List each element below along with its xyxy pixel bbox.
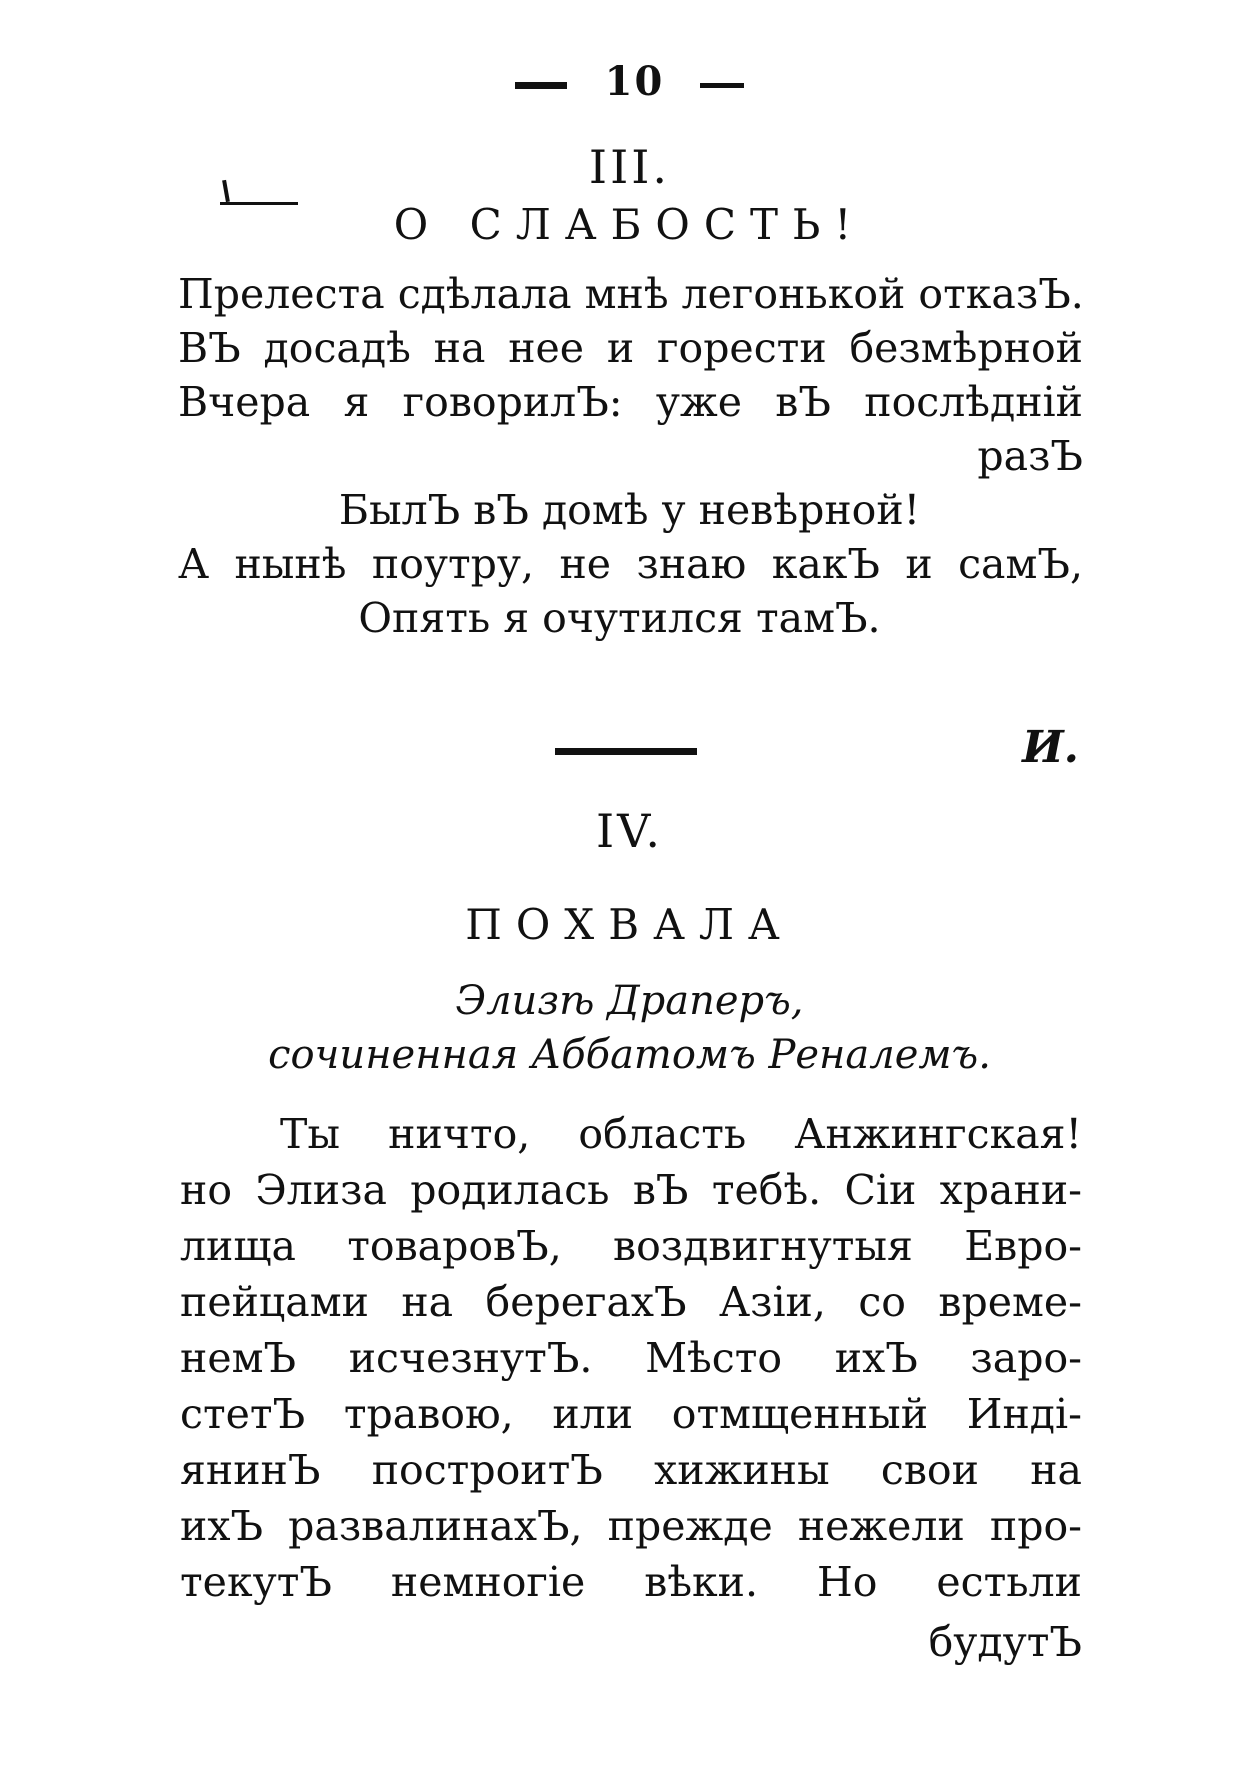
poem-title: О СЛАБОСТЬ! bbox=[393, 200, 866, 249]
body-line: пейцами на берегахЪ Азiи, со време- bbox=[180, 1278, 1082, 1326]
body-line: но Элиза родилась вЪ тебѣ. Сiи храни- bbox=[180, 1166, 1082, 1214]
verse-line: Опять я очутился тамЪ. bbox=[358, 594, 881, 642]
verse-line: Прелеста сдѣлала мнѣ легонькой отказЪ. bbox=[178, 270, 1084, 318]
header-dash-left bbox=[515, 82, 567, 89]
essay-subtitle-author: сочиненная Аббатомъ Реналемъ. bbox=[268, 1032, 991, 1078]
verse-line: ВЪ досадѣ на нее и горести безмѣрной bbox=[178, 324, 1083, 372]
body-line: Ты ничто, область Анжингская! bbox=[280, 1110, 1082, 1158]
author-signature: И. bbox=[1022, 722, 1079, 773]
verse-line: БылЪ вЪ домѣ у невѣрной! bbox=[338, 486, 921, 534]
section-divider bbox=[555, 748, 697, 755]
section-numeral-iii: III. bbox=[588, 140, 671, 194]
section-numeral-iv: IV. bbox=[596, 804, 663, 858]
body-line: янинЪ построитЪ хижины свои на bbox=[180, 1446, 1082, 1494]
verse-line: Вчера я говорилЪ: уже вЪ послѣднiй bbox=[178, 378, 1083, 426]
body-line: немЪ исчезнутЪ. Мѣсто ихЪ заро- bbox=[180, 1334, 1082, 1382]
header-dash-right bbox=[700, 83, 744, 88]
body-line: стетЪ травою, или отмщенный Индi- bbox=[180, 1390, 1082, 1438]
body-line: лища товаровЪ, воздвигнутыя Евро- bbox=[180, 1222, 1082, 1270]
body-line: текутЪ немногiе вѣки. Но естьли bbox=[180, 1558, 1082, 1606]
essay-title: ПОХВАЛА bbox=[465, 900, 794, 949]
page-number: 10 bbox=[604, 58, 665, 105]
verse-line: А нынѣ поутру, не знаю какЪ и самЪ, bbox=[178, 540, 1083, 588]
essay-subtitle-dedication: Элизѣ Драперъ, bbox=[455, 978, 804, 1024]
page-number-header bbox=[0, 58, 1259, 105]
verse-line: разЪ bbox=[977, 432, 1083, 480]
catchword: будутЪ bbox=[928, 1618, 1082, 1666]
body-line: ихЪ развалинахЪ, прежде нежели про- bbox=[180, 1502, 1082, 1550]
